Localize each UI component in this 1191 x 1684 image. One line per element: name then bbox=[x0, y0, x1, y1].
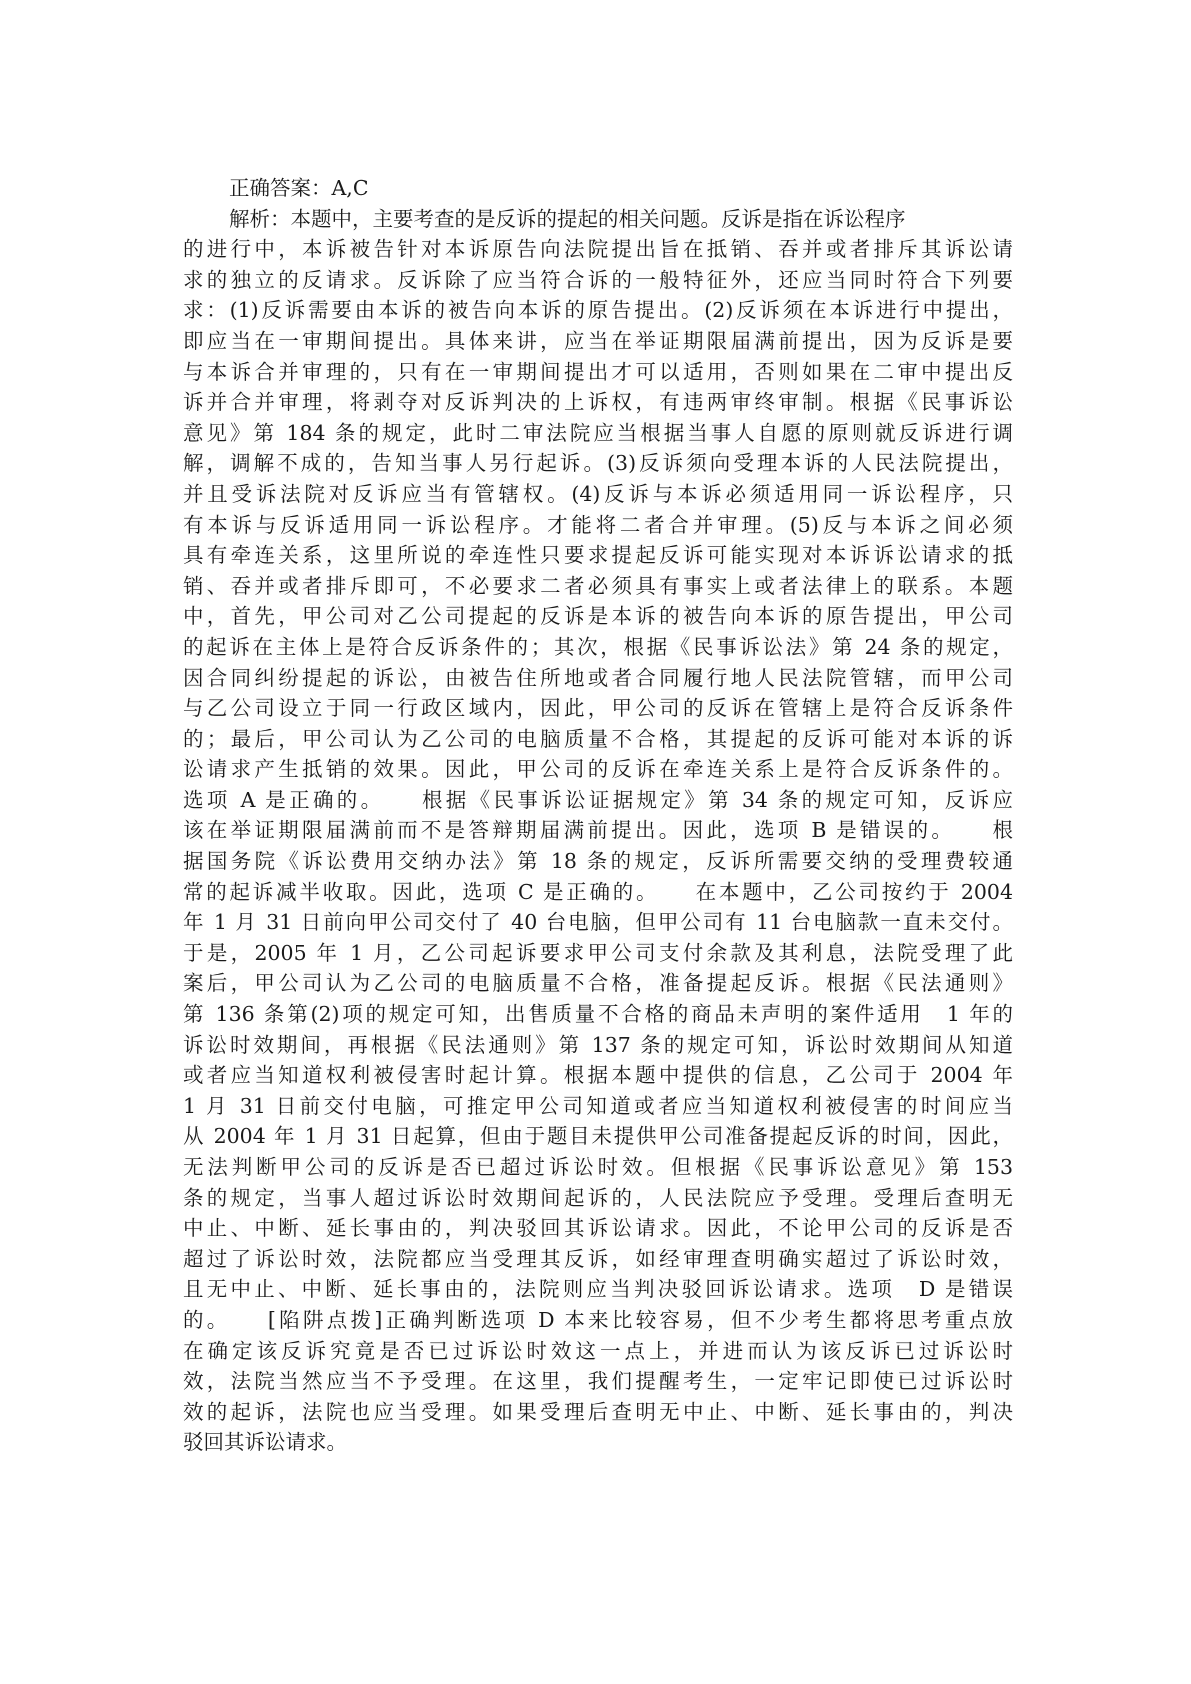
text-line: 即应当在一审期间提出。具体来讲，应当在举证期限届满前提出，因为反诉是要 bbox=[183, 328, 1013, 353]
text-line: 的。 [陷阱点拨]正确判断选项 D 本来比较容易，但不少考生都将思考重点放 bbox=[183, 1307, 1013, 1332]
text-line: 销、吞并或者排斥即可，不必要求二者必须具有事实上或者法律上的联系。本题 bbox=[183, 573, 1013, 598]
text-line: 且无中止、中断、延长事由的，法院则应当判决驳回诉讼请求。选项 D 是错误 bbox=[183, 1277, 1013, 1302]
answer-line: 正确答案：A,C bbox=[229, 176, 369, 200]
text-line: 与本诉合并审理的，只有在一审期间提出才可以适用，否则如果在二审中提出反 bbox=[183, 359, 1013, 384]
text-line: 中，首先，甲公司对乙公司提起的反诉是本诉的被告向本诉的原告提出，甲公司 bbox=[183, 604, 1013, 629]
text-line: 于是，2005 年 1 月，乙公司起诉要求甲公司支付余款及其利息，法院受理了此 bbox=[183, 940, 1013, 965]
text-line: 无法判断甲公司的反诉是否已超过诉讼时效。但根据《民事诉讼意见》第 153 bbox=[183, 1155, 1013, 1179]
text-line: 超过了诉讼时效，法院都应当受理其反诉，如经审理查明确实超过了诉讼时效， bbox=[183, 1246, 1013, 1271]
text-line: 第 136 条第(2)项的规定可知，出售质量不合格的商品未声明的案件适用 1 年的 bbox=[183, 1002, 1013, 1027]
text-line: 条的规定，当事人超过诉讼时效期间起诉的，人民法院应予受理。受理后查明无 bbox=[183, 1185, 1013, 1210]
text-line: 常的起诉减半收取。因此，选项 C 是正确的。 在本题中，乙公司按约于 2004 bbox=[183, 879, 1013, 904]
text-line: 中止、中断、延长事由的，判决驳回其诉讼请求。因此，不论甲公司的反诉是否 bbox=[183, 1216, 1013, 1241]
text-line: 该在举证期限届满前而不是答辩期届满前提出。因此，选项 B 是错误的。 根 bbox=[183, 818, 1013, 843]
text-line: 讼请求产生抵销的效果。因此，甲公司的反诉在牵连关系上是符合反诉条件的。 bbox=[183, 757, 1013, 782]
analysis-line: 解析：本题中，主要考查的是反诉的提起的相关问题。反诉是指在诉讼程序 bbox=[229, 206, 906, 231]
text-line: 因合同纠纷提起的诉讼，由被告住所地或者合同履行地人民法院管辖，而甲公司 bbox=[183, 665, 1013, 690]
text-line: 年 1 月 31 日前向甲公司交付了 40 台电脑，但甲公司有 11 台电脑款一直未交付。 bbox=[183, 910, 1013, 935]
text-line: 的起诉在主体上是符合反诉条件的；其次，根据《民事诉讼法》第 24 条的规定， bbox=[183, 634, 1013, 659]
text-line: 有本诉与反诉适用同一诉讼程序。才能将二者合并审理。(5)反与本诉之间必须 bbox=[183, 512, 1013, 537]
text-line: 解，调解不成的，告知当事人另行起诉。(3)反诉须向受理本诉的人民法院提出， bbox=[183, 451, 1013, 476]
text-line: 1 月 31 日前交付电脑，可推定甲公司知道或者应当知道权利被侵害的时间应当 bbox=[183, 1093, 1013, 1118]
text-line: 在确定该反诉究竟是否已过诉讼时效这一点上，并进而认为该反诉已过诉讼时 bbox=[183, 1338, 1013, 1363]
document-page bbox=[183, 173, 1013, 1458]
text-line: 求的独立的反请求。反诉除了应当符合诉的一般特征外，还应当同时符合下列要 bbox=[183, 267, 1013, 292]
text-line: 选项 A 是正确的。 根据《民事诉讼证据规定》第 34 条的规定可知，反诉应 bbox=[183, 787, 1013, 812]
text-line: 诉讼时效期间，再根据《民法通则》第 137 条的规定可知，诉讼时效期间从知道 bbox=[183, 1032, 1013, 1057]
text-line: 的进行中，本诉被告针对本诉原告向法院提出旨在抵销、吞并或者排斥其诉讼请 bbox=[183, 237, 1013, 262]
text-line: 求：(1)反诉需要由本诉的被告向本诉的原告提出。(2)反诉须在本诉进行中提出， bbox=[183, 298, 1013, 323]
text-line: 与乙公司设立于同一行政区域内，因此，甲公司的反诉在管辖上是符合反诉条件 bbox=[183, 696, 1013, 721]
text-line: 从 2004 年 1 月 31 日起算，但由于题目未提供甲公司准备提起反诉的时间，因此， bbox=[183, 1124, 1013, 1149]
text-line: 效的起诉，法院也应当受理。如果受理后查明无中止、中断、延长事由的，判决 bbox=[183, 1399, 1013, 1424]
text-line: 驳回其诉讼请求。 bbox=[183, 1430, 347, 1455]
text-line: 并且受诉法院对反诉应当有管辖权。(4)反诉与本诉必须适用同一诉讼程序，只 bbox=[183, 481, 1013, 506]
text-line: 效，法院当然应当不予受理。在这里，我们提醒考生，一定牢记即使已过诉讼时 bbox=[183, 1369, 1013, 1394]
text-line: 的；最后，甲公司认为乙公司的电脑质量不合格，其提起的反诉可能对本诉的诉 bbox=[183, 726, 1013, 751]
text-line: 意见》第 184 条的规定，此时二审法院应当根据当事人自愿的原则就反诉进行调 bbox=[183, 420, 1013, 445]
text-line: 具有牵连关系，这里所说的牵连性只要求提起反诉可能实现对本诉诉讼请求的抵 bbox=[183, 543, 1013, 568]
text-line: 据国务院《诉讼费用交纳办法》第 18 条的规定，反诉所需要交纳的受理费较通 bbox=[183, 849, 1013, 874]
text-line: 诉并合并审理，将剥夺对反诉判决的上诉权，有违两审终审制。根据《民事诉讼 bbox=[183, 390, 1013, 415]
text-line: 或者应当知道权利被侵害时起计算。根据本题中提供的信息，乙公司于 2004 年 bbox=[183, 1063, 1013, 1088]
text-line: 案后，甲公司认为乙公司的电脑质量不合格，准备提起反诉。根据《民法通则》 bbox=[183, 971, 1013, 996]
